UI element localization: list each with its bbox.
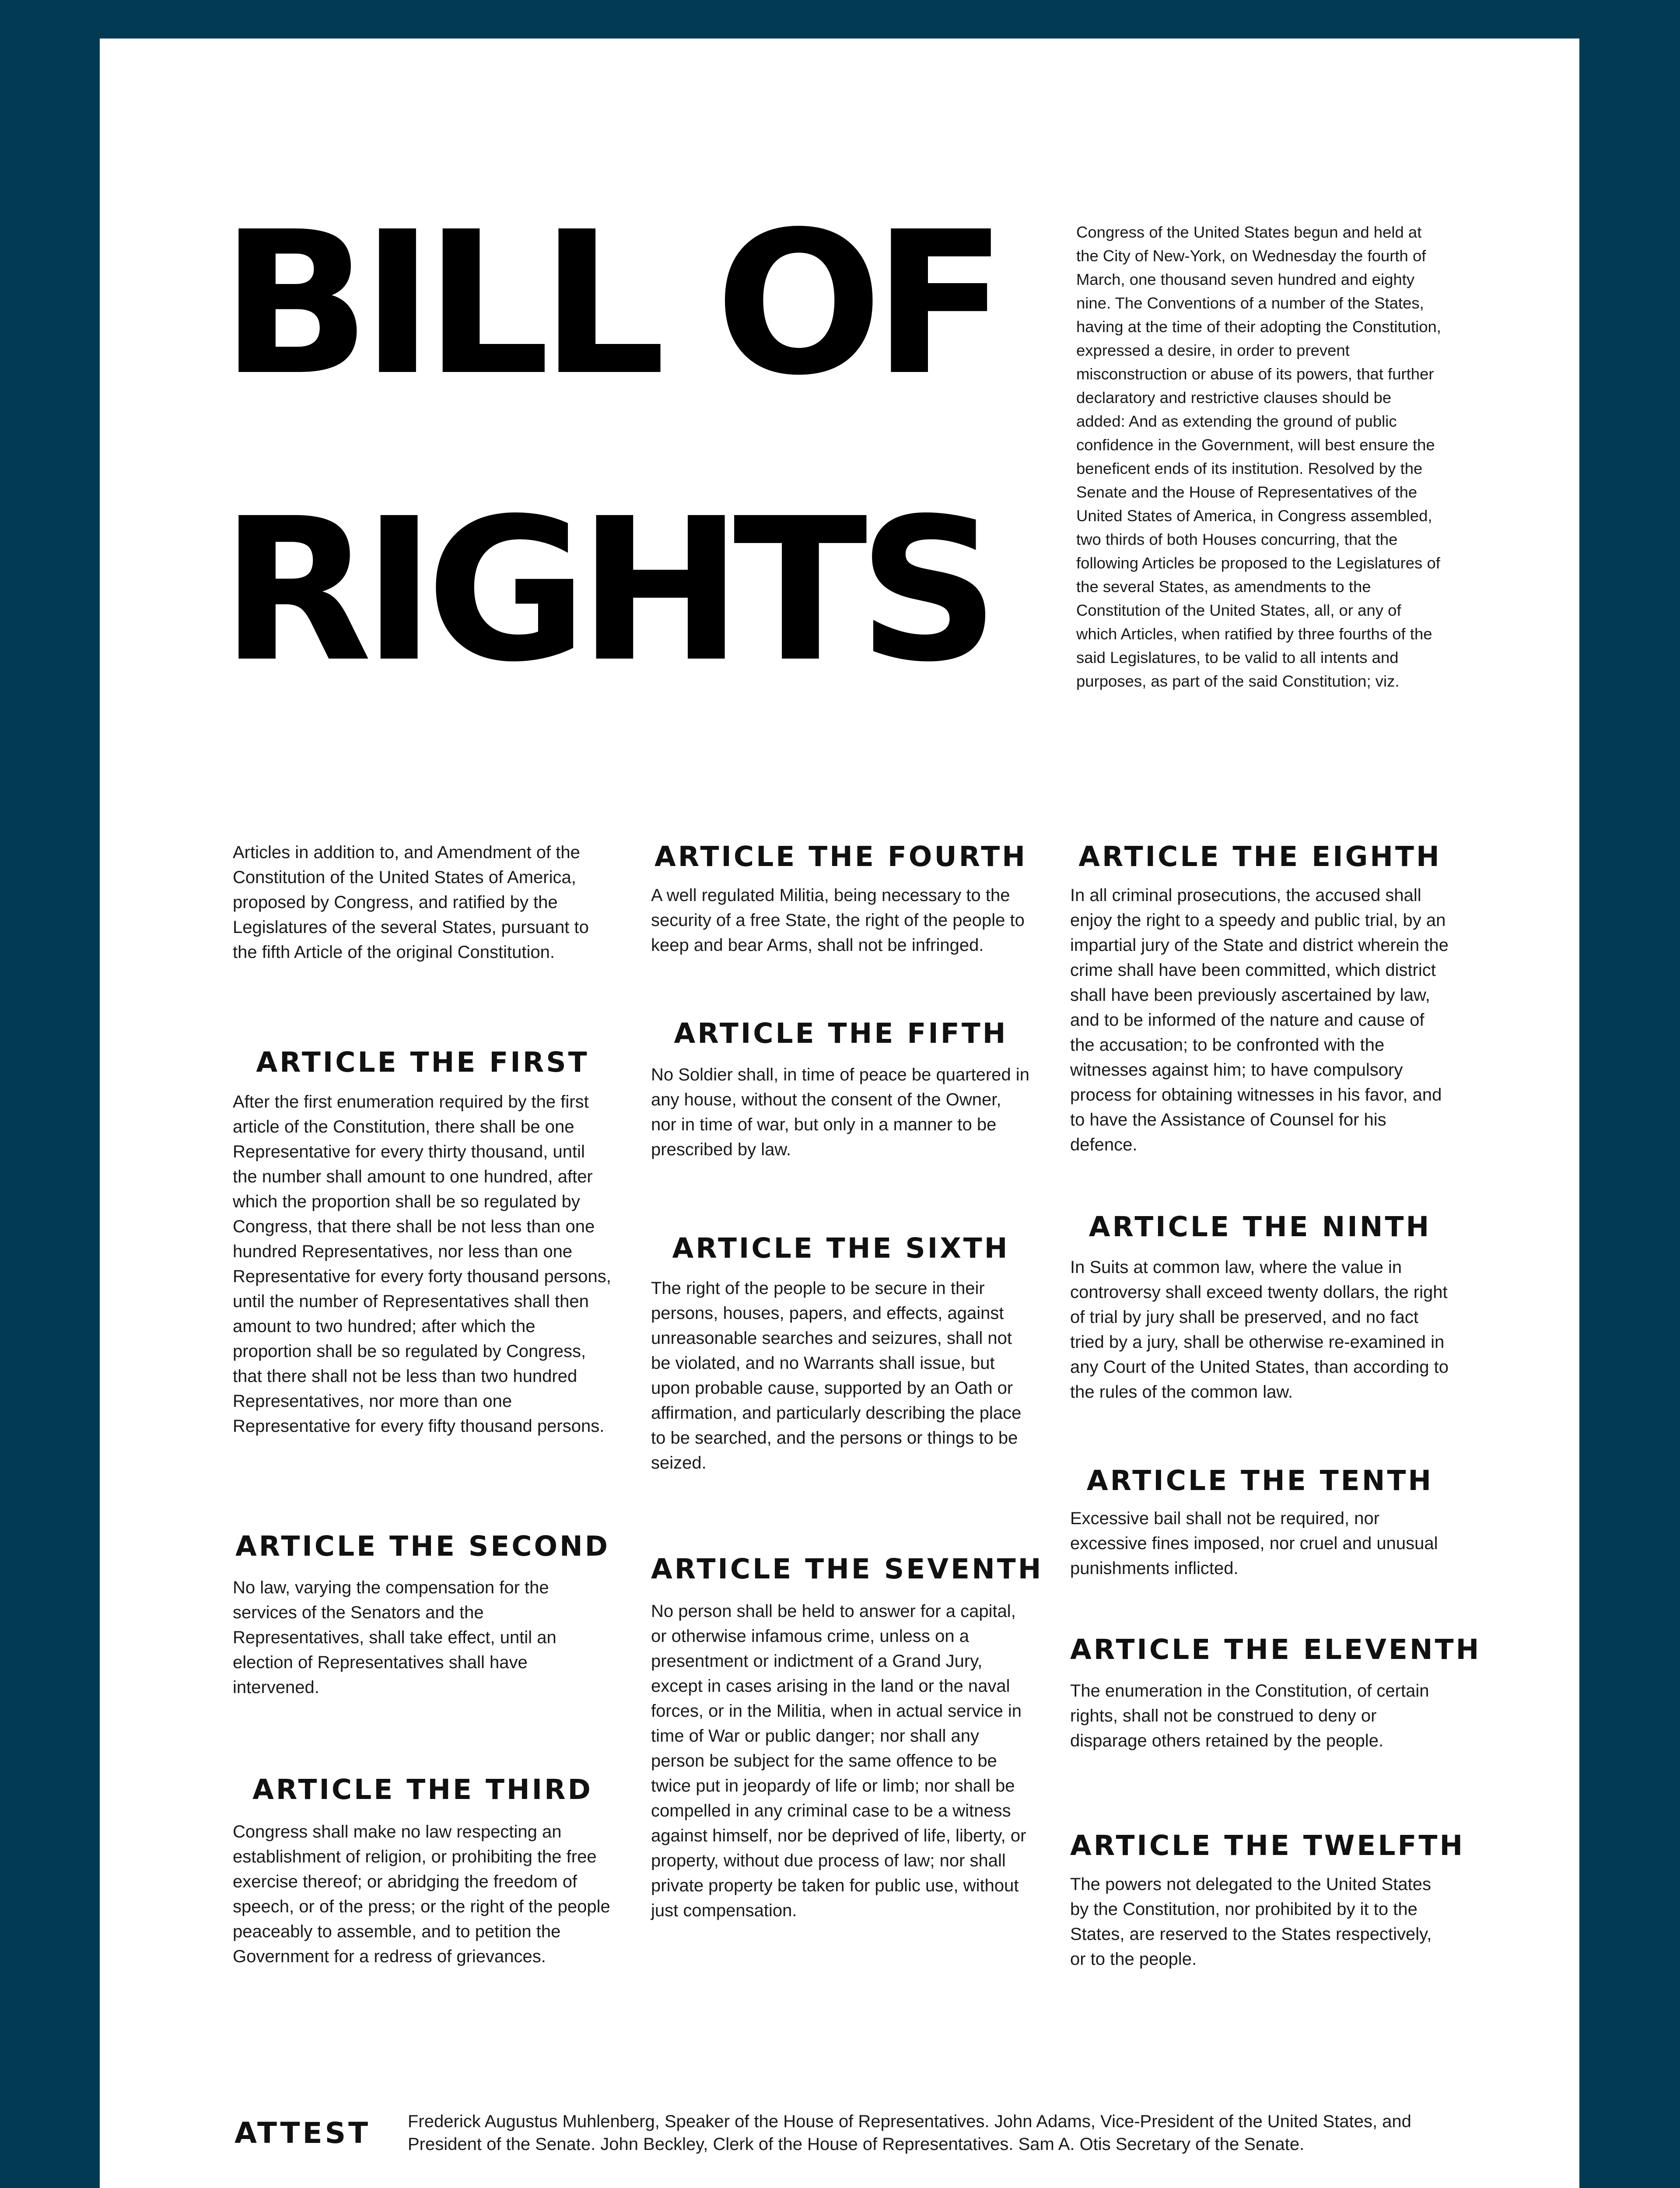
page-title-line-2: RIGHTS xyxy=(220,476,990,705)
preamble-text: Congress of the United States begun and held at the City of New-York, on Wednesday the fourth of March, one thousand seven hundred and eighty nine. The Conventions of a number of the States, having at the time of their adopting the Constitution, expressed a desire, in order to prevent misconstruction or abuse of its powers, that further declaratory and restrictive clauses should be added: And as extending the ground of public confidence in the Government, will best ensure the beneficent ends of its institution. Resolved by the Senate and the House of Representatives of the United States of America, in Congress assembled, two thirds of both Houses concurring, that the following Articles be proposed to the Legislatures of the several States, as amendments to the Constitution of the United States, all, or any of which Articles, when ratified by three fourths of the said Legislatures, to be valid to all intents and purposes, as part of the said Constitution; viz. xyxy=(1076,223,1441,690)
article-heading: ARTICLE THE SIXTH xyxy=(672,1232,1010,1264)
intro-text: Articles in addition to, and Amendment of the Constitution of the United States of America, proposed by Congress, and ratified by the Legislatures of the several States, pursuant to the fifth Article of the original Constitution. xyxy=(233,843,589,962)
article-heading: ARTICLE THE SECOND xyxy=(235,1530,610,1562)
article-text: No Soldier shall, in time of peace be quartered in any house, without the consent of the Owner, nor in time of war, but only in a manner to be prescribed by law. xyxy=(651,1065,1029,1159)
article-heading: ARTICLE THE TENTH xyxy=(1086,1465,1434,1497)
article-heading: ARTICLE THE ELEVENTH xyxy=(1070,1634,1481,1666)
article-text: The enumeration in the Constitution, of certain rights, shall not be construed to deny or disparage others retained by the people. xyxy=(1070,1681,1429,1750)
article-text: In all criminal prosecutions, the accused shall enjoy the right to a speedy and public trial, by an impartial jury of the State and district wherein the crime shall have been committed, which district shall have been previously ascertained by law, and to be informed of the nature and cause of the accusation; to be confronted with the witnesses against him; to have compulsory process for obtaining witnesses in his favor, and to have the Assistance of Counsel for his defence. xyxy=(1070,886,1449,1154)
article-heading: ARTICLE THE FIFTH xyxy=(674,1017,1008,1049)
article-text: The powers not delegated to the United States by the Constitution, nor prohibited by it to the States, are reserved to the States respectively, or to the people. xyxy=(1070,1875,1432,1969)
article-text: A well regulated Militia, being necessary to the security of a free State, the right of the people to keep and bear Arms, shall not be infringed. xyxy=(651,886,1025,955)
article-text: Excessive bail shall not be required, nor excessive fines imposed, nor cruel and unusual punishments inflicted. xyxy=(1070,1509,1438,1578)
attest-text: Frederick Augustus Muhlenberg, Speaker of the House of Representatives. John Adams, Vice-President of the United States, and President of the Senate. John Beckley, Clerk of the House of Representatives. Sam A. Otis Secretary of the Senate. xyxy=(408,2112,1411,2154)
page-title-line-1: BILL OF xyxy=(220,189,998,419)
article-text: After the first enumeration required by the first article of the Constitution, there shall be one Representative for every thirty thousand, until the number shall amount to one hundred, after which the proportion shall be so regulated by Congress, that there shall be not less than one hundred Representatives, nor less than one Representative for every forty thousand persons, until the number of Representatives shall then amount to two hundred; after which the proportion shall be so regulated by Congress, that there shall not be less than two hundred Representatives, nor more than one Representative for every fifty thousand persons. xyxy=(233,1092,611,1436)
article-text: No person shall be held to answer for a capital, or otherwise infamous crime, unless on a presentment or indictment of a Grand Jury, except in cases arising in the land or the naval forces, or in the Militia, when in actual service in time of War or public danger; nor shall any person be subject for the same offence to be twice put in jeopardy of life or limb; nor shall be compelled in any criminal case to be a witness against himself, nor be deprived of life, liberty, or property, without due process of law; nor shall private property be taken for public use, without just compensation. xyxy=(651,1602,1026,1920)
article-heading: ARTICLE THE TWELFTH xyxy=(1070,1830,1465,1862)
attest-label: ATTEST xyxy=(234,2116,371,2150)
article-heading: ARTICLE THE THIRD xyxy=(252,1774,593,1806)
article-text: In Suits at common law, where the value in controversy shall exceed twenty dollars, the right of trial by jury shall be preserved, and no fact tried by a jury, shall be otherwise re-examined in any Court of the United States, than according to the rules of the common law. xyxy=(1070,1258,1449,1402)
article-heading: ARTICLE THE SEVENTH xyxy=(651,1553,1043,1585)
article-text: The right of the people to be secure in their persons, houses, papers, and effects, against unreasonable searches and seizures, shall not be violated, and no Warrants shall issue, but upon probable cause, supported by an Oath or affirmation, and particularly describing the place to be searched, and the persons or things to be seized. xyxy=(651,1279,1022,1473)
article-text: No law, varying the compensation for the services of the Senators and the Representatives, shall take effect, until an election of Representatives shall have intervened. xyxy=(233,1578,556,1697)
article-text: Congress shall make no law respecting an establishment of religion, or prohibiting the free exercise thereof; or abridging the freedom of speech, or of the press; or the right of the people peaceably to assemble, and to petition the Government for a redress of grievances. xyxy=(233,1822,610,1966)
article-heading: ARTICLE THE NINTH xyxy=(1088,1211,1432,1243)
article-heading: ARTICLE THE EIGHTH xyxy=(1078,841,1442,873)
article-heading: ARTICLE THE FOURTH xyxy=(654,841,1027,873)
article-heading: ARTICLE THE FIRST xyxy=(256,1046,589,1078)
